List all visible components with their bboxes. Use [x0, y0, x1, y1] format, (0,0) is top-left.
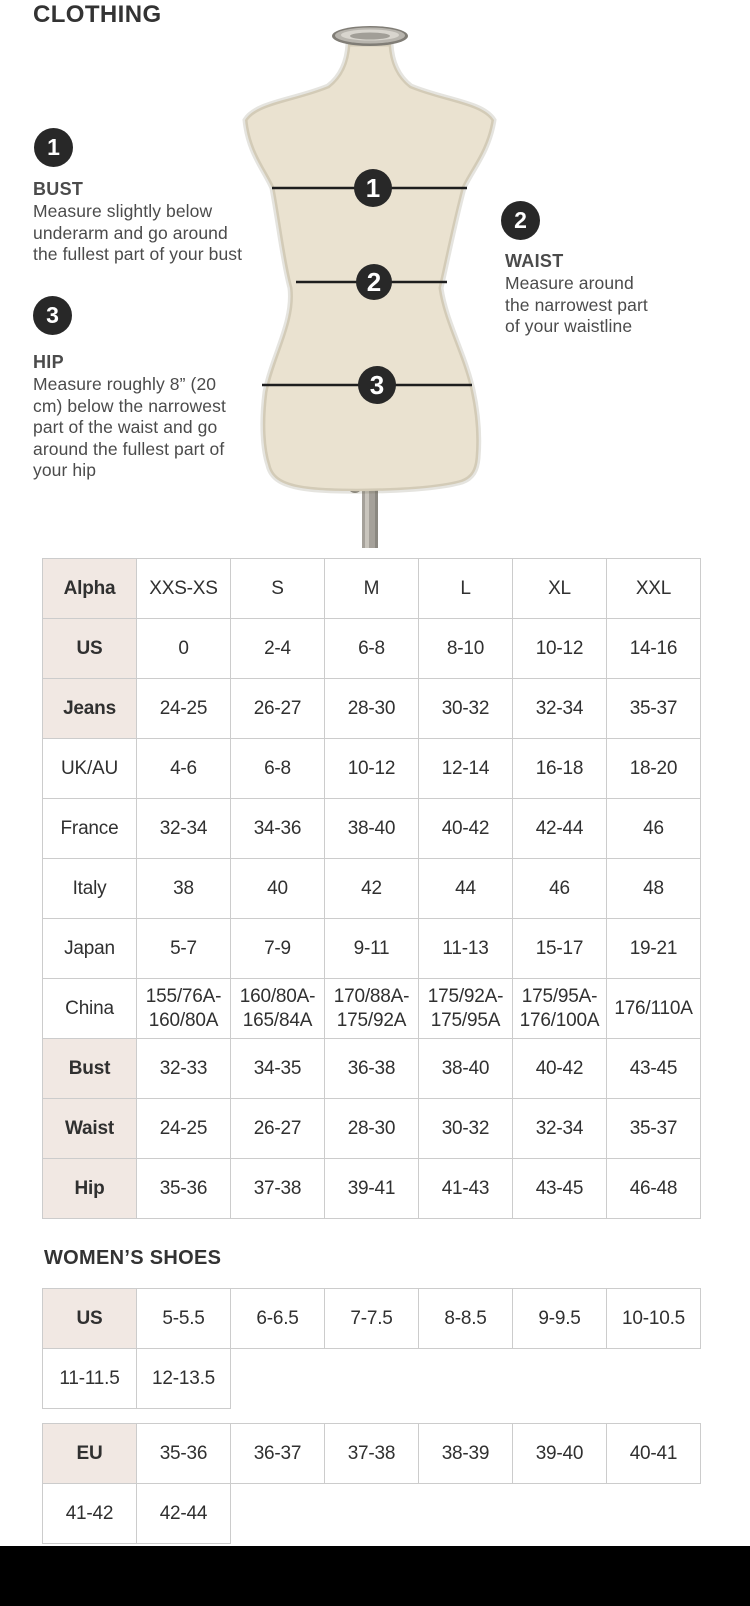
table-cell: 7-7.5	[325, 1289, 419, 1349]
table-cell: 6-8	[325, 619, 419, 679]
table-row	[43, 1099, 701, 1159]
table-cell: 175/92A-175/95A	[419, 979, 513, 1039]
table-cell: 28-30	[325, 1099, 419, 1159]
table-cell: 11-13	[419, 919, 513, 979]
row-header-cell: Bust	[43, 1039, 137, 1099]
table-cell: 160/80A-165/84A	[231, 979, 325, 1039]
table-cell: 175/95A-176/100A	[513, 979, 607, 1039]
table-cell: Italy	[43, 859, 137, 919]
table-cell: 38-39	[419, 1424, 513, 1484]
table-row	[43, 799, 701, 859]
table-cell: 26-27	[231, 679, 325, 739]
table-cell: 155/76A-160/80A	[137, 979, 231, 1039]
svg-text:3: 3	[369, 370, 385, 400]
table-cell: 15-17	[513, 919, 607, 979]
waist-label: WAIST	[505, 251, 564, 271]
table-cell: 12-13.5	[137, 1349, 231, 1409]
table-cell: 32-34	[137, 799, 231, 859]
step-2-number: 2	[514, 207, 527, 233]
table-cell: 6-6.5	[231, 1289, 325, 1349]
table-cell: 8-8.5	[419, 1289, 513, 1349]
hip-annotation	[33, 350, 263, 482]
table-cell: 30-32	[419, 679, 513, 739]
table-cell: 34-35	[231, 1039, 325, 1099]
table-cell: 42-44	[137, 1484, 231, 1544]
table-cell: 42-44	[513, 799, 607, 859]
table-cell: 18-20	[607, 739, 701, 799]
table-cell: 35-37	[607, 679, 701, 739]
table-cell: 28-30	[325, 679, 419, 739]
table-cell: 44	[419, 859, 513, 919]
table-cell: 170/88A-175/92A	[325, 979, 419, 1039]
table-cell: XXL	[607, 559, 701, 619]
table-row	[43, 679, 701, 739]
hip-description: Measure roughly 8” (20 cm) below the narrowest part of the waist and go around the fullest part of your hip	[33, 374, 226, 480]
table-cell: 9-11	[325, 919, 419, 979]
hip-marker-icon	[358, 366, 396, 404]
table-cell: 19-21	[607, 919, 701, 979]
table-cell: UK/AU	[43, 739, 137, 799]
table-cell: 39-40	[513, 1424, 607, 1484]
table-cell: 35-36	[137, 1159, 231, 1219]
svg-text:1: 1	[365, 173, 381, 203]
table-row	[43, 979, 701, 1039]
step-1-number: 1	[47, 134, 60, 160]
table-cell: 46-48	[607, 1159, 701, 1219]
table-cell: 12-14	[419, 739, 513, 799]
table-cell: France	[43, 799, 137, 859]
table-cell: XXS-XS	[137, 559, 231, 619]
row-header-cell: Hip	[43, 1159, 137, 1219]
mannequin-figure	[232, 24, 510, 548]
table-cell: 32-34	[513, 679, 607, 739]
waist-description: Measure around the narrowest part of your waistline	[505, 273, 648, 336]
table-row	[43, 919, 701, 979]
shoes-us-size-table	[42, 1288, 701, 1409]
table-cell: Japan	[43, 919, 137, 979]
table-cell: 43-45	[607, 1039, 701, 1099]
row-header-cell: Jeans	[43, 679, 137, 739]
table-row	[43, 739, 701, 799]
table-cell: 34-36	[231, 799, 325, 859]
table-cell: 4-6	[137, 739, 231, 799]
page-title: CLOTHING	[33, 1, 162, 28]
table-cell: M	[325, 559, 419, 619]
table-cell: 5-7	[137, 919, 231, 979]
table-cell: 6-8	[231, 739, 325, 799]
hip-label: HIP	[33, 352, 64, 372]
step-1-badge	[34, 128, 73, 167]
table-cell: 38	[137, 859, 231, 919]
neck-cap-icon	[332, 26, 408, 46]
table-row	[43, 1039, 701, 1099]
step-3-number: 3	[46, 302, 59, 328]
table-cell: 9-9.5	[513, 1289, 607, 1349]
table-cell: 2-4	[231, 619, 325, 679]
table-cell: 36-37	[231, 1424, 325, 1484]
table-cell: L	[419, 559, 513, 619]
table-cell: China	[43, 979, 137, 1039]
table-row	[43, 559, 701, 619]
table-cell: 24-25	[137, 679, 231, 739]
row-header-cell: Waist	[43, 1099, 137, 1159]
table-cell: 176/110A	[607, 979, 701, 1039]
table-cell: 8-10	[419, 619, 513, 679]
table-cell: 38-40	[325, 799, 419, 859]
table-row	[43, 1289, 701, 1349]
table-cell: 32-33	[137, 1039, 231, 1099]
table-row	[43, 619, 701, 679]
table-cell: 42	[325, 859, 419, 919]
table-cell: 48	[607, 859, 701, 919]
waist-marker-icon	[356, 264, 392, 300]
table-cell: 38-40	[419, 1039, 513, 1099]
mannequin-illustration	[232, 24, 510, 548]
table-cell: 35-36	[137, 1424, 231, 1484]
row-header-cell: US	[43, 1289, 137, 1349]
table-cell: 40-42	[513, 1039, 607, 1099]
table-cell: 40-42	[419, 799, 513, 859]
bust-label: BUST	[33, 179, 84, 199]
table-cell: 37-38	[231, 1159, 325, 1219]
table-cell: 41-43	[419, 1159, 513, 1219]
bust-description: Measure slightly below underarm and go around the fullest part of your bust	[33, 201, 243, 264]
table-cell: 14-16	[607, 619, 701, 679]
table-row	[43, 859, 701, 919]
svg-text:2: 2	[366, 267, 382, 297]
table-cell: 7-9	[231, 919, 325, 979]
row-header-cell: US	[43, 619, 137, 679]
table-cell: 26-27	[231, 1099, 325, 1159]
table-cell: 32-34	[513, 1099, 607, 1159]
step-3-badge	[33, 296, 72, 335]
table-row	[43, 1159, 701, 1219]
table-cell: 10-10.5	[607, 1289, 701, 1349]
table-cell: 36-38	[325, 1039, 419, 1099]
table-cell: 39-41	[325, 1159, 419, 1219]
waist-annotation	[505, 249, 685, 338]
step-2-badge	[501, 201, 540, 240]
table-cell: 10-12	[325, 739, 419, 799]
table-cell: S	[231, 559, 325, 619]
table-cell: 16-18	[513, 739, 607, 799]
table-cell: 46	[607, 799, 701, 859]
table-cell: 43-45	[513, 1159, 607, 1219]
table-cell: 40-41	[607, 1424, 701, 1484]
bust-annotation	[33, 177, 263, 266]
table-cell: 10-12	[513, 619, 607, 679]
table-row	[43, 1484, 701, 1544]
table-cell: 46	[513, 859, 607, 919]
table-cell: 11-11.5	[43, 1349, 137, 1409]
table-cell: 0	[137, 619, 231, 679]
table-cell: 37-38	[325, 1424, 419, 1484]
table-cell: 35-37	[607, 1099, 701, 1159]
table-cell: 5-5.5	[137, 1289, 231, 1349]
table-cell: 41-42	[43, 1484, 137, 1544]
shoes-section-heading: WOMEN’S SHOES	[44, 1247, 222, 1269]
table-cell: 40	[231, 859, 325, 919]
clothing-size-table	[42, 558, 701, 1219]
footer-band	[0, 1546, 750, 1606]
table-cell: XL	[513, 559, 607, 619]
shoes-eu-size-table	[42, 1423, 701, 1544]
table-cell: 30-32	[419, 1099, 513, 1159]
row-header-cell: Alpha	[43, 559, 137, 619]
row-header-cell: EU	[43, 1424, 137, 1484]
table-row	[43, 1349, 701, 1409]
bust-marker-icon	[354, 169, 392, 207]
table-cell: 24-25	[137, 1099, 231, 1159]
table-row	[43, 1424, 701, 1484]
